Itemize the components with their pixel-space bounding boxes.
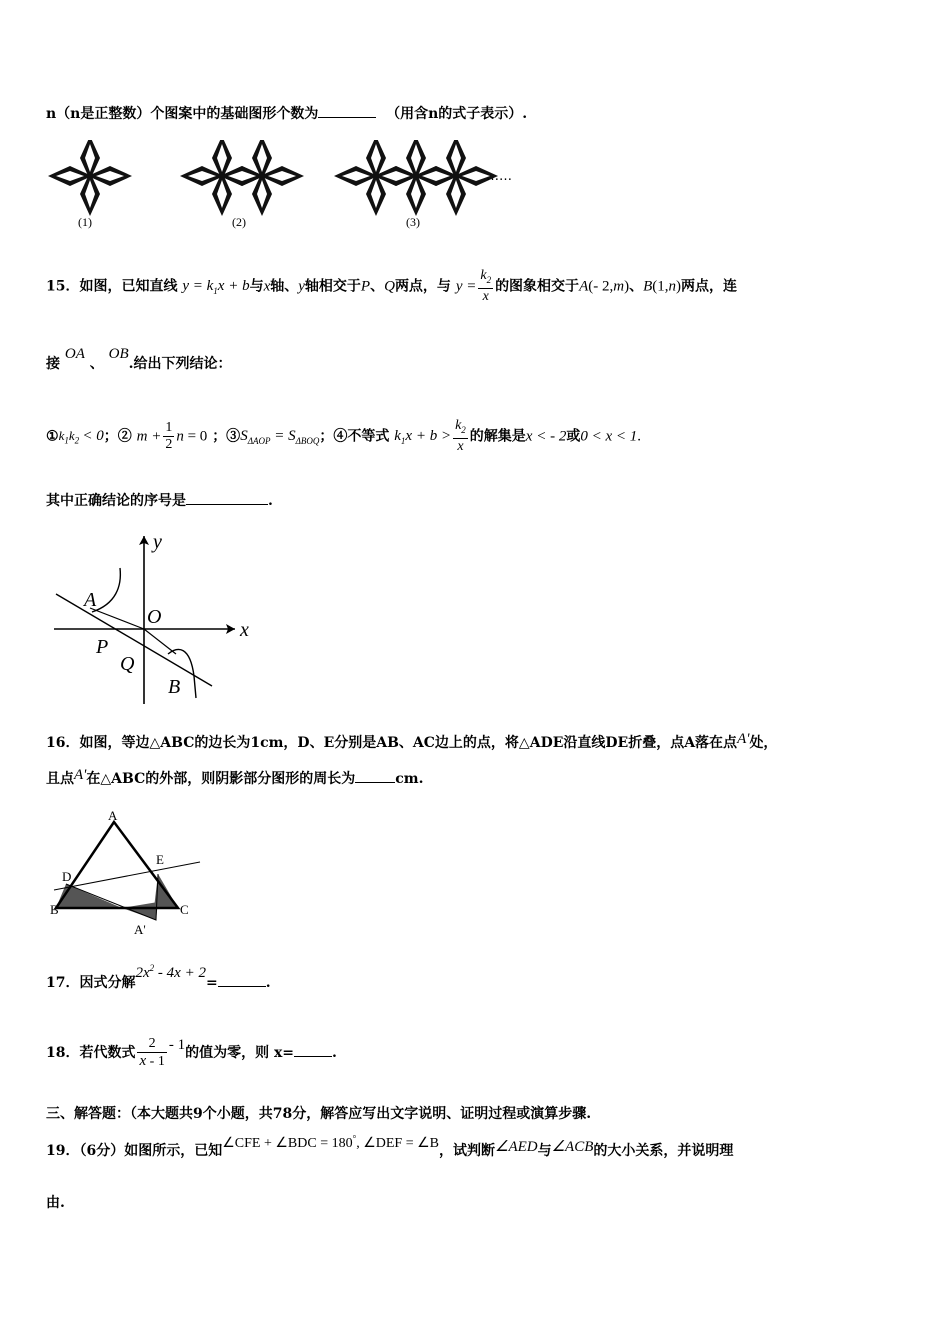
label-tri-b: B xyxy=(50,902,59,917)
q16-line1-end: 处， xyxy=(749,735,778,751)
q15-t1: 如图，已知直线 xyxy=(79,278,178,295)
q16-line1-text: 16．如图，等边△ABC的边长为1cm，D、E分别是AB、AC边上的点，将△ADE沿直线DE折叠，点A落在点 xyxy=(46,735,738,751)
pattern-dots: …… xyxy=(486,169,512,184)
q17-text: 17．因式分解 xyxy=(46,975,136,991)
segment-ob: OB xyxy=(108,346,129,362)
q19-given: ∠CFE + ∠BDC = 180°, ∠DEF = ∠B xyxy=(222,1133,439,1151)
q15-c2: ；② xyxy=(103,428,132,445)
point-b: B xyxy=(643,278,653,295)
segment-oa: OA xyxy=(64,346,85,362)
math-p: P xyxy=(360,278,371,295)
q15-conclusions: $①k_1k_2 < 0$；② m + $\frac{1}{2}$ n = 0 ；$③S_{\Delta AOP} = S_{\Delta BOQ}$；④不等式 $k_1x + b$ > $\frac{k_2}{x}$ 的解集是x < - 2或0 < x < 1. xyxy=(46,418,642,454)
q15-line-eq: $y = k_1x + b$ xyxy=(182,278,250,297)
q15-hyperbola-y: y = xyxy=(455,278,477,295)
q15-c3: ；③ xyxy=(212,428,241,445)
label-x: x xyxy=(240,619,249,641)
section-three-heading xyxy=(46,1103,591,1123)
fig-label-3: (3) xyxy=(406,215,420,229)
pattern-2b xyxy=(220,140,304,216)
q15-t5: 、 xyxy=(370,278,385,295)
q19-t2: ，试判断 xyxy=(439,1143,495,1159)
q15-line2-c: .给出下列结论： xyxy=(128,356,232,372)
math-q: Q xyxy=(384,278,395,295)
label-o: O xyxy=(147,606,162,628)
q16-line1 xyxy=(46,732,777,752)
point-a: A xyxy=(579,278,589,295)
q15-t9: 两点，连 xyxy=(681,278,737,295)
q19-line2-text: 由. xyxy=(46,1195,65,1211)
shaded-bottom xyxy=(122,902,158,920)
label-tri-a-prime: A' xyxy=(134,922,146,937)
q18-answer-blank xyxy=(294,1056,332,1057)
conclusion-1: $k_1k_2 < 0$ xyxy=(58,428,104,446)
q15-c4: ；④不等式 xyxy=(319,428,390,445)
label-p: P xyxy=(96,636,109,658)
q14-continuation xyxy=(46,103,527,123)
label-a: A xyxy=(84,589,97,611)
fold-line-de xyxy=(54,862,200,890)
q15-c1: ① xyxy=(46,428,59,445)
q15-hyperbola-frac: $\frac{k_2}{x}$ xyxy=(480,268,492,304)
conclusion-2: m + xyxy=(136,428,162,445)
label-b: B xyxy=(168,676,181,698)
q19-text: 19．（6分）如图所示，已知 xyxy=(46,1143,223,1159)
q14-pattern-figure xyxy=(46,140,546,235)
q15-t8: 、 xyxy=(629,278,644,295)
q15-c6: 或 xyxy=(566,428,581,445)
q16-line2-c: cm. xyxy=(395,771,424,787)
math-x: x xyxy=(263,278,271,295)
q19-line1 xyxy=(46,1133,734,1160)
q15-t4: 轴相交于 xyxy=(304,278,361,295)
label-tri-e: E xyxy=(156,852,164,867)
q18-fraction: $\frac{2}{x - 1}$ xyxy=(139,1036,165,1069)
segment-ob-line xyxy=(144,629,176,654)
conclusion-2-frac: $\frac{1}{2}$ xyxy=(165,419,173,452)
angle-acb: ∠ACB xyxy=(551,1139,594,1155)
q15-line2-b: 、 xyxy=(89,356,104,372)
q15-t6: 两点，与 xyxy=(394,278,451,295)
q15-ask xyxy=(46,490,273,510)
q16-line2 xyxy=(46,768,423,788)
q15-line2-a: 接 xyxy=(46,356,60,372)
angle-aed: ∠AED xyxy=(495,1139,538,1155)
q15-ask-text: 其中正确结论的序号是 xyxy=(46,493,186,509)
q17 xyxy=(46,963,271,992)
q15-answer-blank xyxy=(186,504,268,505)
q16-line2-b: 在△ABC的外部，则阴影部分图形的周长为 xyxy=(86,771,356,787)
q15-line2 xyxy=(46,346,232,373)
label-tri-a: A xyxy=(108,808,118,823)
fig-label-1: (1) xyxy=(78,215,92,229)
q18 xyxy=(46,1036,337,1070)
hyperbola-branch-2 xyxy=(92,568,120,612)
conclusion-3: $S_{\Delta AOP} = S_{\Delta BOQ}$ xyxy=(240,428,320,447)
math-y: y xyxy=(298,278,305,295)
q16-triangle-figure xyxy=(46,808,216,938)
label-tri-c: C xyxy=(180,902,189,917)
q16-aprime-2: A' xyxy=(74,767,87,783)
q17-expression: $2x^2 - 4x + 2$ xyxy=(135,963,206,981)
q19-t3: 与 xyxy=(537,1143,552,1159)
q15-line1: 15．如图，已知直线 $y = k_1x + b$与x轴、y轴相交于P、Q两点，与 y = $\frac{k_2}{x}$ 的图象相交于A(- 2,m)、B(1,n)两点，连 xyxy=(46,268,737,304)
label-tri-d: D xyxy=(62,869,72,884)
q18-text: 18．若代数式 xyxy=(46,1045,136,1061)
q14-text-a: n（n是正整数）个图案中的基础图形个数为 xyxy=(46,106,319,122)
q14-answer-blank xyxy=(318,117,376,118)
pattern-1 xyxy=(48,140,132,216)
label-y: y xyxy=(153,531,162,553)
q17-answer-blank xyxy=(218,986,266,987)
conclusion-4-frac: $\frac{k_2}{x}$ xyxy=(455,418,466,454)
q18-tail: 的值为零，则 x= xyxy=(185,1045,295,1061)
q15-c5: 的解集是 xyxy=(469,428,526,445)
q18-end: . xyxy=(332,1045,337,1061)
solution-1: x < - 2 xyxy=(525,428,567,445)
label-q: Q xyxy=(120,653,135,675)
q19-line2 xyxy=(46,1192,65,1212)
q15-graph xyxy=(50,526,270,706)
q17-end: . xyxy=(265,975,271,991)
q15-number: 15． xyxy=(46,278,80,295)
q16-aprime-1: A' xyxy=(737,731,750,747)
solution-2: 0 < x < 1 xyxy=(580,428,638,445)
q17-tail: = xyxy=(205,975,218,991)
q19-t4: 的大小关系，并说明理 xyxy=(593,1143,734,1159)
section-three-text: 三、解答题：（本大题共9个小题，共78分，解答应写出文字说明、证明过程或演算步骤. xyxy=(46,1106,592,1122)
q15-ask-end: . xyxy=(268,493,273,509)
q16-answer-blank xyxy=(355,782,395,783)
q16-line2-a: 且点 xyxy=(46,771,74,787)
q15-t2: 与 xyxy=(249,278,264,295)
q15-t3: 轴、 xyxy=(270,278,299,295)
conclusion-4-ineq: $k_1x + b$ > xyxy=(394,428,452,447)
q18-minus-one: - 1 xyxy=(168,1037,186,1053)
q15-t7: 的图象相交于 xyxy=(495,278,580,295)
fig-label-2: (2) xyxy=(232,215,246,229)
q14-text-b: （用含n的式子表示）. xyxy=(386,106,528,122)
